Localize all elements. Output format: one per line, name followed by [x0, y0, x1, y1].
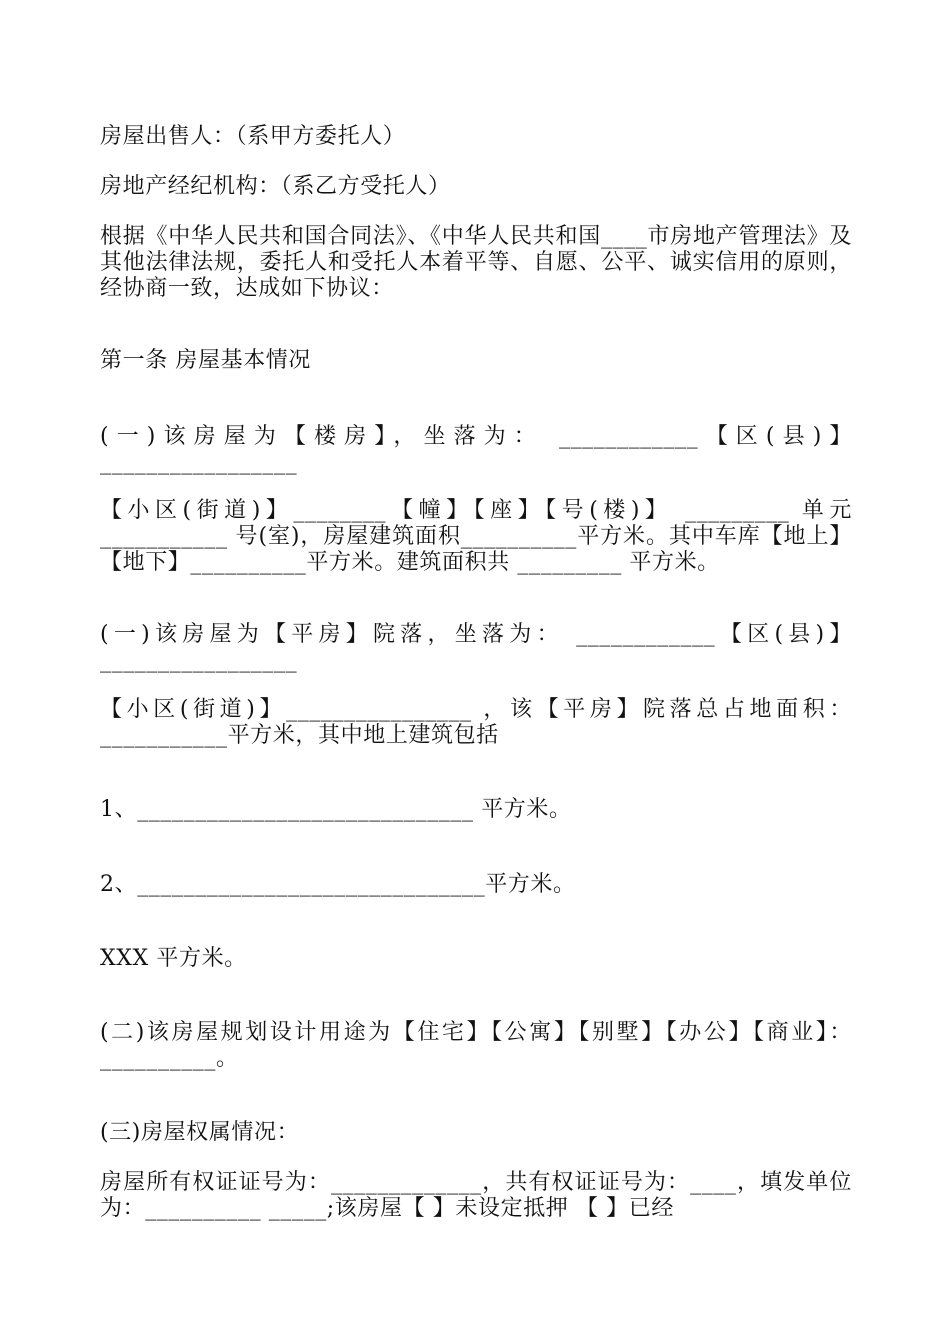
seller-line: 房屋出售人：（系甲方委托人） [100, 124, 406, 149]
ownership-heading: (三)房屋权属情况： [100, 1120, 300, 1145]
building-item-2: 2、______________________________平方米。 [100, 872, 576, 897]
building-location-clause: (一)该房屋为【楼房】，坐落为： ____________【区(县)】_________________ [100, 424, 852, 475]
building-item-1: 1、_____________________________ 平方米。 [100, 797, 572, 822]
bungalow-area-clause: 【小区(街道)】________________ ，该【平房】院落总占地面积： ___________平方米，其中地上建筑包括 [100, 697, 860, 748]
article-1-heading: 第一条 房屋基本情况 [100, 348, 311, 373]
usage-clause: (二)该房屋规划设计用途为【住宅】【公寓】【别墅】【办公】【商业】： __________。 [100, 1020, 860, 1071]
preamble-paragraph: 根据《中华人民共和国合同法》、《中华人民共和国____市房地产管理法》及其他法律法规，委托人和受托人本着平等、自愿、公平、诚实信用的原则，经协商一致，达成如下协议： [100, 224, 852, 301]
ownership-clause: 房屋所有权证证号为：_____________，共有权证证号为：____，填发单位为：__________ _____;该房屋【 】未设定抵押 【 】已经 [100, 1170, 852, 1221]
bungalow-location-clause: (一)该房屋为【平房】院落，坐落为： ____________【区(县)】_________________ [100, 622, 852, 673]
building-area-clause: 【小区(街道)】________【幢】【座】【号(楼)】 _________ 单元 ___________ 号(室)，房屋建筑面积__________平方米。其中车库【地上】【地下】__________平方米。建筑面积共 _________ 平方米。 [100, 498, 860, 575]
total-area-line: XXX 平方米。 [100, 946, 247, 971]
agency-line: 房地产经纪机构：（系乙方受托人） [100, 174, 451, 199]
